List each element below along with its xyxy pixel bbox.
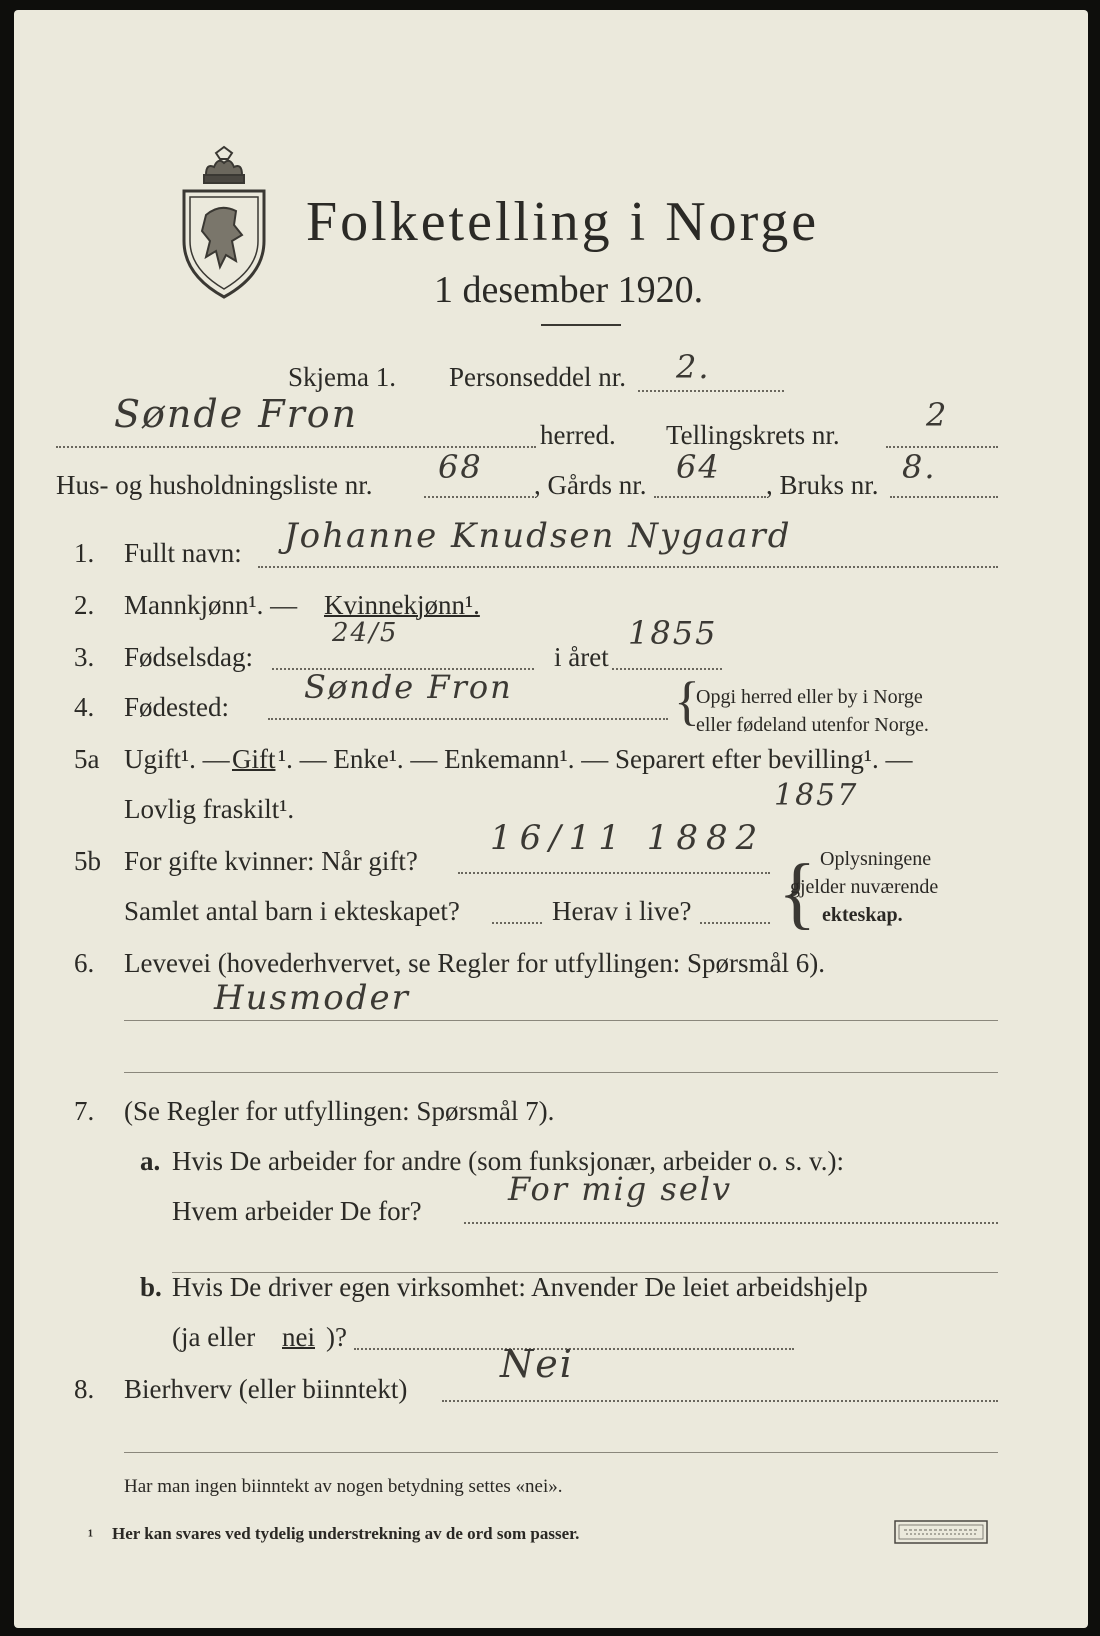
gards-line — [654, 496, 766, 498]
birth-year-label: i året — [554, 642, 609, 672]
footer-note: Har man ingen biinntekt av nogen betydning settes «nei». — [124, 1476, 563, 1497]
side-income-value: Nei — [500, 1342, 574, 1386]
children-line — [492, 922, 542, 924]
employer-value: For mig selv — [508, 1170, 733, 1208]
employer-label: Hvem arbeider De for? — [172, 1196, 422, 1226]
status-gift: Gift — [232, 744, 276, 774]
q7-number: 7. — [74, 1096, 95, 1126]
footnote-text: Her kan svares ved tydelig understrekning av de ord som passer. — [112, 1524, 580, 1543]
side-income-label: Bierhverv (eller biinntekt) — [124, 1374, 408, 1404]
alive-line — [700, 922, 770, 924]
q8-number: 8. — [74, 1374, 95, 1404]
husliste-label: Hus- og husholdningsliste nr. — [56, 470, 373, 500]
gender-male: Mannkjønn¹. — — [124, 590, 298, 620]
q2-number: 2. — [74, 590, 95, 620]
census-form — [14, 10, 1088, 1628]
tellingskrets-value: 2 — [926, 396, 949, 434]
occupation-label: Levevei (hovederhvervet, se Regler for utfyllingen: Spørsmål 6). — [124, 948, 826, 978]
q7b-nei: nei — [282, 1322, 315, 1352]
status-others: ¹. — Enke¹. — Enkemann¹. — Separert efter bevilling¹. — — [278, 744, 913, 774]
herred-value: Sønde Fron — [114, 392, 359, 436]
children-label: Samlet antal barn i ekteskapet? — [124, 896, 460, 926]
q3-number: 3. — [74, 642, 95, 672]
margin-note: 1857 — [774, 778, 859, 813]
q5a-number: 5a — [74, 744, 100, 774]
q7b-line2-a: (ja eller — [172, 1322, 256, 1352]
marriage-brace: { — [778, 849, 817, 937]
occupation-line-2 — [124, 1072, 998, 1073]
title-divider — [541, 324, 621, 326]
q7a-letter: a. — [140, 1146, 161, 1176]
husliste-line — [424, 496, 534, 498]
husliste-value: 68 — [438, 448, 483, 486]
married-when-line — [458, 872, 770, 874]
birthday-label: Fødselsdag: — [124, 642, 254, 672]
alive-label: Herav i live? — [552, 896, 692, 926]
full-name-line — [258, 566, 998, 568]
birthplace-brace: { — [674, 671, 700, 731]
q1-number: 1. — [74, 538, 95, 568]
side-income-line — [442, 1400, 998, 1402]
status-fraskilt: Lovlig fraskilt¹. — [124, 794, 295, 824]
q7b-line2-c: )? — [326, 1322, 347, 1352]
birthplace-line — [268, 718, 668, 720]
status-ugift: Ugift¹. — — [124, 744, 230, 774]
bruks-value: 8. — [902, 448, 937, 486]
marriage-note-3: ekteskap. — [822, 904, 903, 926]
full-name-label: Fullt navn: — [124, 538, 242, 568]
married-when-value: 16/11 1882 — [490, 818, 766, 858]
q7-label: (Se Regler for utfyllingen: Spørsmål 7). — [124, 1096, 555, 1126]
q5b-number: 5b — [74, 846, 101, 876]
gender-female: Kvinnekjønn¹. — [324, 590, 480, 620]
q7b-line — [354, 1348, 794, 1350]
q7a-line1: Hvis De arbeider for andre (som funksjonær, arbeider o. s. v.): — [172, 1146, 844, 1176]
personseddel-value: 2. — [676, 348, 711, 386]
herred-label: herred. — [540, 420, 616, 450]
birth-year-line — [612, 668, 722, 670]
printer-stamp-icon — [894, 1520, 988, 1544]
tellingskrets-label: Tellingskrets nr. — [666, 420, 840, 450]
married-when-label: For gifte kvinner: Når gift? — [124, 846, 418, 876]
q6-number: 6. — [74, 948, 95, 978]
birth-year-value: 1855 — [628, 614, 718, 652]
marriage-note-2: gjelder nuværende — [790, 876, 939, 898]
birthplace-label: Fødested: — [124, 692, 229, 722]
schema-label: Skjema 1. — [288, 362, 396, 392]
census-date: 1 desember 1920. — [434, 269, 704, 311]
gards-value: 64 — [676, 448, 721, 486]
side-income-line-2 — [124, 1452, 998, 1453]
birthplace-value: Sønde Fron — [304, 668, 513, 706]
bruks-label: , Bruks nr. — [766, 470, 879, 500]
birthplace-note-2: eller fødeland utenfor Norge. — [696, 714, 929, 736]
occupation-value: Husmoder — [214, 978, 410, 1018]
full-name-value: Johanne Knudsen Nygaard — [284, 516, 792, 556]
footnote-mark: ¹ — [88, 1526, 94, 1545]
birthplace-note-1: Opgi herred eller by i Norge — [696, 686, 923, 708]
birthday-value: 24/5 — [332, 618, 399, 648]
q7b-letter: b. — [140, 1272, 162, 1302]
personseddel-label: Personseddel nr. — [449, 362, 626, 392]
employer-line — [464, 1222, 998, 1224]
marriage-note-1: Oplysningene — [820, 848, 932, 870]
norway-coat-of-arms-icon — [176, 145, 272, 305]
occupation-line-1 — [124, 1020, 998, 1021]
form-title: Folketelling i Norge — [306, 191, 820, 253]
personseddel-line — [638, 390, 784, 392]
q4-number: 4. — [74, 692, 95, 722]
gards-label: , Gårds nr. — [534, 470, 647, 500]
bruks-line — [890, 496, 998, 498]
q7b-line1: Hvis De driver egen virksomhet: Anvender De leiet arbeidshjelp — [172, 1272, 868, 1302]
